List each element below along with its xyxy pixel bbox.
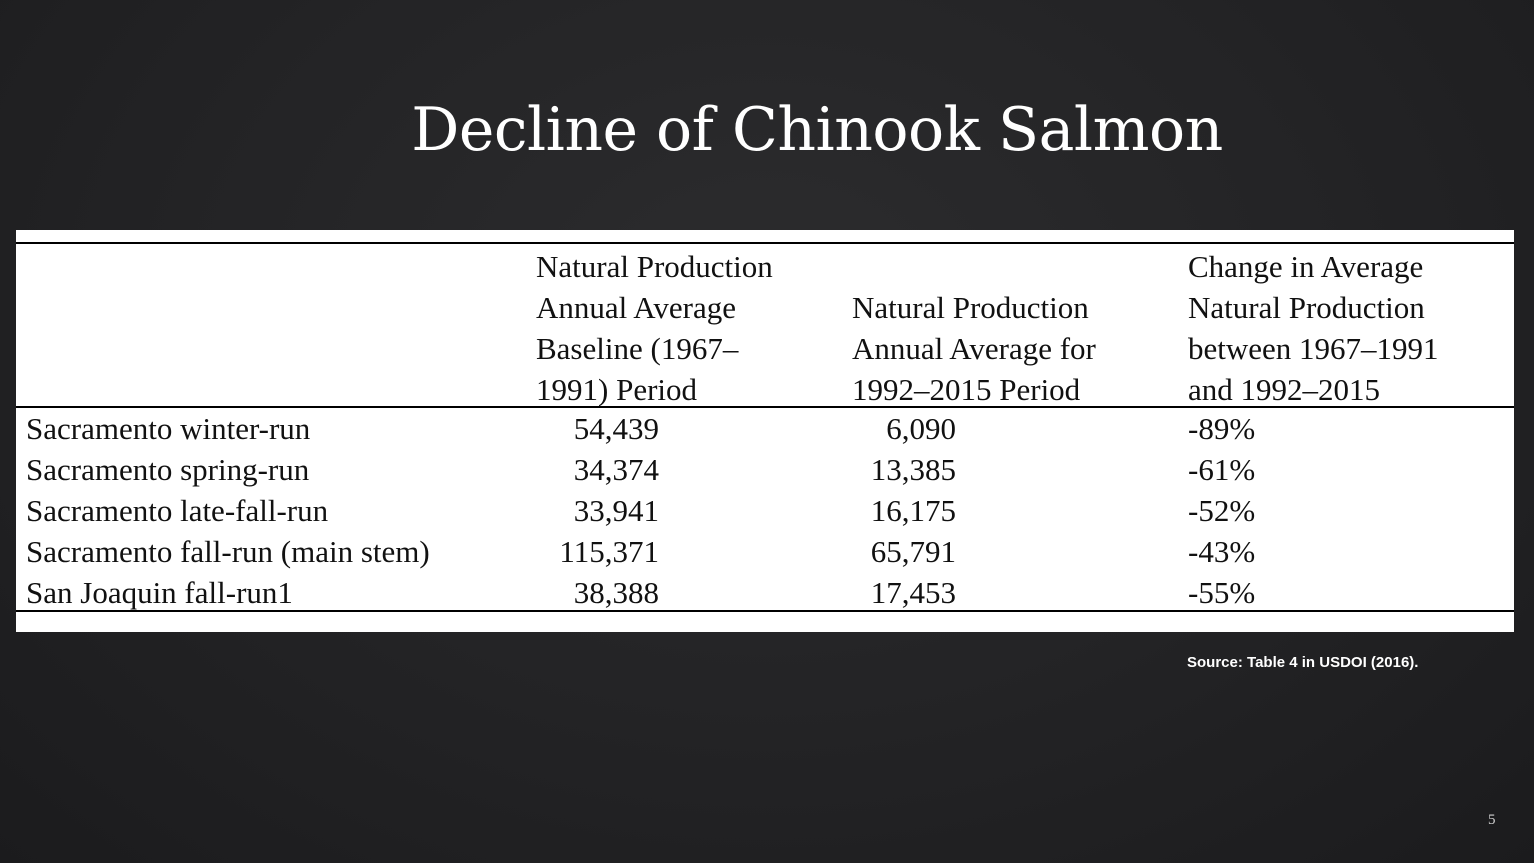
header-line: 1991) Period — [536, 372, 698, 407]
header-line: Baseline (1967– — [536, 331, 739, 366]
recent-value: 6,090 — [886, 411, 956, 446]
change-value: -52% — [1188, 493, 1256, 528]
recent-value: 13,385 — [870, 452, 956, 487]
source-citation: Source: Table 4 in USDOI (2016). — [1187, 654, 1419, 671]
table-row-label: Sacramento late-fall-run — [26, 493, 329, 528]
salmon-production-table — [16, 230, 1514, 632]
slide-title: Decline of Chinook Salmon — [411, 95, 1223, 165]
header-line: Natural Production — [1188, 290, 1425, 325]
baseline-value: 33,941 — [573, 493, 659, 528]
header-line: Annual Average — [536, 290, 736, 325]
change-value: -89% — [1188, 411, 1256, 446]
header-line: between 1967–1991 — [1188, 331, 1439, 366]
table-row-label: Sacramento spring-run — [26, 452, 310, 487]
change-value: -61% — [1188, 452, 1256, 487]
recent-value: 16,175 — [870, 493, 956, 528]
baseline-value: 115,371 — [559, 534, 659, 569]
change-value: -55% — [1188, 575, 1256, 610]
header-line: Natural Production — [852, 290, 1089, 325]
header-line: and 1992–2015 — [1188, 372, 1381, 407]
recent-value: 65,791 — [870, 534, 956, 569]
header-recent-production — [852, 287, 1096, 410]
slide-number: 5 — [1488, 812, 1496, 828]
header-change-in-production — [1188, 246, 1439, 410]
baseline-value: 34,374 — [573, 452, 659, 487]
table-row-label: Sacramento winter-run — [26, 411, 311, 446]
baseline-value: 54,439 — [573, 411, 659, 446]
table-top-rule — [16, 242, 1514, 244]
header-line: Annual Average for — [852, 331, 1096, 366]
header-line: 1992–2015 Period — [852, 372, 1081, 407]
header-line: Change in Average — [1188, 249, 1424, 284]
table-row-label: San Joaquin fall-run1 — [26, 575, 293, 610]
header-baseline-production — [536, 246, 773, 410]
table-row-label: Sacramento fall-run (main stem) — [26, 534, 430, 569]
header-line: Natural Production — [536, 249, 773, 284]
change-value: -43% — [1188, 534, 1256, 569]
baseline-value: 38,388 — [573, 575, 659, 610]
recent-value: 17,453 — [870, 575, 956, 610]
